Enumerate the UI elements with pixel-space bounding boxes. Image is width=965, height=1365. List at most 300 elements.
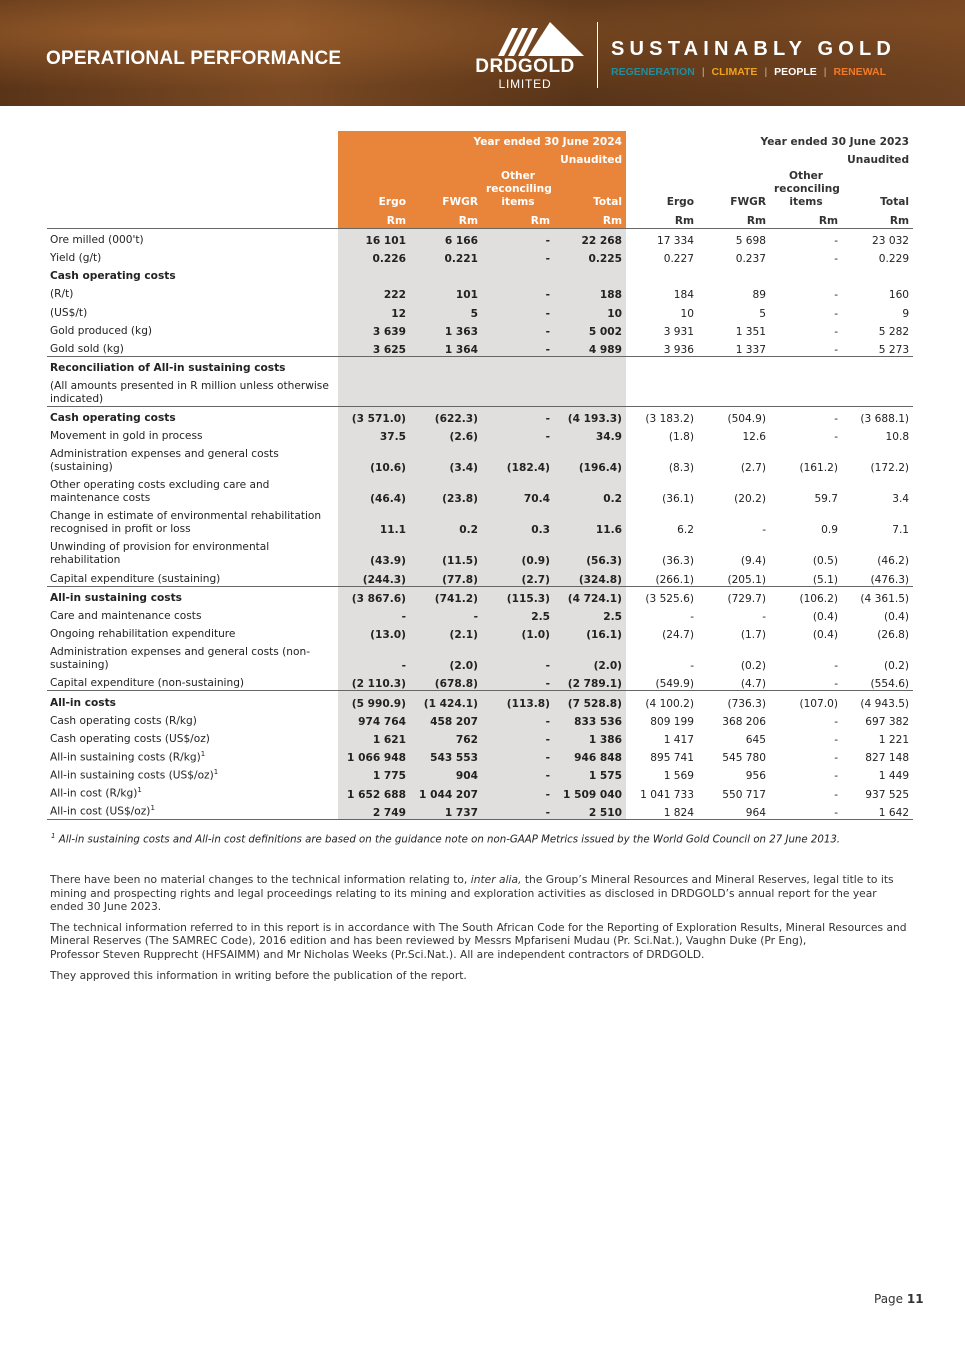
value-2024: 1 509 040 — [554, 782, 626, 800]
value-2023: (24.7) — [662, 629, 695, 642]
row-label: (US$/t) — [50, 306, 88, 319]
table-row — [47, 265, 913, 283]
table-row — [47, 356, 913, 375]
value-2024: (2 110.3) — [338, 672, 410, 691]
value-2023: (36.1) — [662, 493, 695, 506]
value-2023: - — [834, 252, 839, 265]
value-2024: (3 571.0) — [338, 407, 410, 426]
value-2023: 5 — [759, 307, 767, 320]
period-2023: Year ended 30 June 2023 — [760, 136, 910, 149]
row-label: All-in costs — [47, 691, 338, 710]
value-2024: (3 867.6) — [338, 586, 410, 605]
pillar-climate: CLIMATE — [711, 66, 758, 78]
row-label: All-in sustaining costs $(R/kg)^1$ — [50, 749, 206, 764]
value-2024: 0.226 — [338, 247, 410, 265]
value-2023: 545 780 — [722, 752, 767, 765]
row-label: Cash operating costs — [50, 270, 176, 283]
value-2023: 17 334 — [656, 234, 695, 247]
value-2023: 0.229 — [878, 252, 910, 265]
value-2024: 0.3 — [482, 505, 554, 536]
value-2024 — [554, 265, 626, 283]
value-2024: - — [482, 320, 554, 338]
value-2023: - — [834, 343, 839, 356]
value-2023 — [842, 375, 913, 407]
table-row — [47, 407, 913, 426]
value-2024: - — [482, 728, 554, 746]
value-2024: 34.9 — [554, 425, 626, 443]
value-2024: 1 044 207 — [410, 782, 482, 800]
value-2024: 1 364 — [410, 338, 482, 357]
value-2023: 1 041 733 — [640, 788, 695, 801]
value-2023: 827 148 — [865, 752, 910, 765]
value-2023: 645 — [745, 733, 767, 746]
value-2023 — [698, 356, 770, 375]
row-label: Gold produced (kg) — [50, 324, 153, 337]
value-2024: 458 207 — [410, 710, 482, 728]
value-2023: 3 931 — [663, 325, 695, 338]
value-2024 — [338, 356, 410, 375]
table-row — [47, 247, 913, 265]
value-2024: - — [482, 228, 554, 247]
pillars — [611, 66, 886, 78]
value-2023: 5 273 — [878, 343, 910, 356]
value-2024: (678.8) — [410, 672, 482, 691]
value-2024: (182.4) — [482, 443, 554, 474]
value-2023: (9.4) — [740, 555, 767, 568]
value-2023: - — [834, 770, 839, 783]
value-2024 — [410, 375, 482, 407]
header-banner — [0, 0, 965, 106]
value-2023: - — [770, 407, 842, 426]
value-2023: - — [834, 660, 839, 673]
value-2024: 22 268 — [554, 228, 626, 247]
value-2023 — [770, 356, 842, 375]
row-label: Capital expenditure (non-sustaining) — [50, 677, 245, 690]
col-ergo-2023: Ergo — [666, 196, 695, 209]
value-2023: (205.1) — [727, 573, 767, 586]
row-label: All-in cost $(R/kg)^1$ — [50, 785, 142, 800]
table-row — [47, 746, 913, 764]
unit-cell: Rm — [698, 209, 770, 228]
logo-name: DRDGOLD — [475, 56, 575, 77]
value-2024 — [410, 356, 482, 375]
value-2023: - — [834, 733, 839, 746]
row-label: (All amounts presented in R million unless otherwise indicated) — [50, 380, 329, 406]
table-row — [47, 338, 913, 357]
value-2024: - — [482, 710, 554, 728]
value-2023: 550 717 — [722, 788, 767, 801]
value-2024: 16 101 — [338, 228, 410, 247]
page-number: Page 11 — [874, 1292, 924, 1306]
value-2024: - — [482, 782, 554, 800]
unit-cell: Rm — [410, 209, 482, 228]
row-label: Ore milled (000't) — [50, 233, 144, 246]
value-2024: (4 724.1) — [554, 586, 626, 605]
value-2023: - — [834, 325, 839, 338]
table-row — [47, 536, 913, 567]
value-2024: (7 528.8) — [554, 691, 626, 710]
value-2024: 11.1 — [338, 505, 410, 536]
value-2023 — [842, 265, 913, 283]
row-label: Yield (g/t) — [50, 251, 102, 264]
value-2023: - — [834, 234, 839, 247]
pillar-separator: | — [823, 66, 827, 78]
table-row — [47, 567, 913, 586]
table-row — [47, 782, 913, 800]
row-label: Care and maintenance costs — [50, 610, 202, 622]
header-row-period — [47, 131, 913, 149]
value-2023 — [770, 375, 842, 407]
value-2024: 2 749 — [338, 801, 410, 820]
col-total-2024: Total — [554, 167, 626, 209]
row-label: Capital expenditure (sustaining) — [50, 572, 221, 585]
value-2024: 3 625 — [338, 338, 410, 357]
row-label: Reconciliation of All-in sustaining costs — [47, 356, 338, 375]
value-2024: 974 764 — [338, 710, 410, 728]
unit-cell: Rm — [338, 209, 410, 228]
value-2023: (36.3) — [662, 555, 695, 568]
row-label: Movement in gold in process — [50, 430, 203, 443]
pillar-renewal: RENEWAL — [833, 66, 887, 78]
value-2023: - — [834, 752, 839, 765]
value-2024: 3 639 — [338, 320, 410, 338]
period-2024: Year ended 30 June 2024 — [338, 131, 626, 149]
value-2023: (1.8) — [668, 431, 695, 444]
value-2024: - — [482, 407, 554, 426]
value-2023 — [770, 265, 842, 283]
value-2023 — [698, 265, 770, 283]
value-2024: (5 990.9) — [338, 691, 410, 710]
pillar-regeneration: REGENERATION — [611, 66, 695, 78]
value-2024: (16.1) — [554, 623, 626, 641]
value-2023: 368 206 — [722, 715, 767, 728]
value-2023: (106.2) — [770, 586, 842, 605]
value-2023 — [626, 265, 698, 283]
value-2024: - — [482, 247, 554, 265]
value-2023 — [698, 375, 770, 407]
value-2023: 23 032 — [871, 234, 910, 247]
value-2023: 937 525 — [865, 788, 910, 801]
header-row-columns — [47, 167, 913, 209]
value-2023: (0.2) — [883, 660, 910, 673]
operational-performance-table — [47, 131, 913, 820]
value-2023: (0.4) — [812, 629, 839, 642]
unit-cell: Rm — [554, 209, 626, 228]
header-row-units — [47, 209, 913, 228]
value-2023: 9 — [902, 307, 910, 320]
table-row — [47, 375, 913, 407]
value-2024: (2.6) — [410, 425, 482, 443]
row-label: Administration expenses and general costs (non-sustaining) — [50, 646, 311, 672]
row-label: (R/t) — [50, 288, 74, 301]
value-2023: (107.0) — [770, 691, 842, 710]
value-2023: 697 382 — [865, 715, 910, 728]
value-2023: (4 100.2) — [626, 691, 698, 710]
value-2023: 895 741 — [650, 752, 695, 765]
col-other-2023: Other reconciling items — [774, 170, 840, 209]
value-2024: - — [338, 605, 410, 623]
value-2023: (1.7) — [740, 629, 767, 642]
value-2024 — [338, 375, 410, 407]
value-2023: 3 936 — [663, 343, 695, 356]
value-2024 — [482, 375, 554, 407]
value-2023: 964 — [698, 801, 770, 820]
row-label: Change in estimate of environmental rehabilitation recognised in profit or loss — [50, 510, 322, 536]
row-label: Gold sold (kg) — [50, 342, 124, 355]
row-label: Ongoing rehabilitation expenditure — [50, 628, 236, 641]
table-row — [47, 283, 913, 301]
value-2023: 1 449 — [878, 770, 910, 783]
value-2024: - — [482, 425, 554, 443]
value-2023: (5.1) — [812, 573, 839, 586]
value-2023: 5 282 — [878, 325, 910, 338]
value-2024: 6 166 — [410, 228, 482, 247]
value-2024: 5 — [410, 301, 482, 319]
unit-cell: Rm — [770, 209, 842, 228]
col-other-2024: Other reconciling items — [482, 167, 554, 209]
value-2024: 1 363 — [410, 320, 482, 338]
table-row — [47, 710, 913, 728]
value-2024: (46.4) — [338, 474, 410, 505]
table-row — [47, 505, 913, 536]
value-2024: 70.4 — [482, 474, 554, 505]
unit-cell: Rm — [626, 209, 698, 228]
value-2023 — [626, 356, 698, 375]
value-2023: 59.7 — [814, 493, 839, 506]
pillar-separator: | — [764, 66, 768, 78]
table-row — [47, 691, 913, 710]
value-2023: - — [834, 289, 839, 302]
table-row — [47, 728, 913, 746]
value-2023: (20.2) — [734, 493, 767, 506]
logo-divider — [597, 22, 598, 88]
value-2024: 12 — [338, 301, 410, 319]
row-label: All-in cost (US$/oz)$^1$ — [47, 801, 338, 820]
row-label: Other operating costs excluding care and maintenance costs — [50, 479, 270, 505]
table-row — [47, 623, 913, 641]
value-2024: 946 848 — [554, 746, 626, 764]
section-title: OPERATIONAL PERFORMANCE — [46, 48, 342, 69]
value-2024: 11.6 — [554, 505, 626, 536]
value-2023: (8.3) — [668, 462, 695, 475]
value-2023: (0.4) — [883, 611, 910, 623]
value-2024 — [338, 265, 410, 283]
value-2023: (3 525.6) — [626, 586, 698, 605]
value-2024: (2 789.1) — [554, 672, 626, 691]
value-2023: (3 183.2) — [626, 407, 698, 426]
row-label: Cash operating costs (US$/oz) — [50, 732, 210, 745]
logo-subtitle: LIMITED — [498, 77, 552, 91]
value-2024: 4 989 — [554, 338, 626, 357]
value-2023: (26.8) — [877, 629, 910, 642]
value-2024: - — [482, 764, 554, 782]
value-2023: - — [834, 307, 839, 320]
value-2023: (504.9) — [698, 407, 770, 426]
value-2024: 762 — [410, 728, 482, 746]
value-2024: 2.5 — [554, 605, 626, 623]
value-2023: 1 824 — [626, 801, 698, 820]
value-2023: 1 569 — [663, 770, 695, 783]
value-2024: - — [482, 801, 554, 820]
value-2024: 101 — [410, 283, 482, 301]
paragraph-technical-changes: There have been no material changes to the technical information relating to, inter alia, the Group’s Mineral Resources and Mineral Reserves, legal title to its mining and prospecting rights and legal proceedings relating to its mining and exploration activities as disclosed in DRDGOLD’s annual report for the year ended 30 June 2023. — [50, 873, 894, 914]
value-2024: (2.0) — [554, 641, 626, 672]
table-row — [47, 641, 913, 672]
value-2024: (324.8) — [554, 567, 626, 586]
value-2024 — [410, 265, 482, 283]
table-row — [47, 586, 913, 605]
value-2023: 5 698 — [735, 234, 767, 247]
tagline: SUSTAINABLY GOLD — [611, 38, 897, 60]
value-2024: (1 424.1) — [410, 691, 482, 710]
value-2023: - — [834, 715, 839, 728]
value-2024: (2.7) — [482, 567, 554, 586]
table-row — [47, 228, 913, 247]
status-2024: Unaudited — [338, 149, 626, 167]
value-2024: 1 775 — [338, 764, 410, 782]
value-2024: (115.3) — [482, 586, 554, 605]
value-2024: 1 386 — [554, 728, 626, 746]
value-2023: (554.6) — [870, 678, 910, 691]
value-2023: 1 417 — [663, 733, 695, 746]
value-2023: 6.2 — [677, 524, 695, 537]
value-2023: 0.227 — [663, 252, 695, 265]
value-2024: 37.5 — [338, 425, 410, 443]
value-2024: (2.1) — [410, 623, 482, 641]
value-2023: 956 — [745, 770, 767, 783]
paragraph-samrec: The technical information referred to in this report is in accordance with The South African Code for the Reporting of Exploration Results, Mineral Resources and Mineral Reserves (The SAMREC Code), 2016 edition and has been reviewed by Messrs Mpfariseni Mudau (Pr. Sci.Nat.), Vaughn Duke (Pr Eng), Professor Steven Rupprecht (HFSAIMM) and Mr Nicholas Weeks (Pr.Sci.Nat.). All are independent contractors of DRDGOLD. — [50, 920, 907, 961]
value-2024: - — [338, 641, 410, 672]
table-footnote: $^1$ All-in sustaining costs and All-in cost definitions are based on the guidance note on non-GAAP Metrics issued by the World Gold Council on 27 June 2013. — [51, 832, 841, 846]
value-2024: (4 193.3) — [554, 407, 626, 426]
value-2023: (4.7) — [740, 678, 767, 691]
table-row — [47, 764, 913, 782]
value-2024: - — [482, 672, 554, 691]
value-2023: (172.2) — [870, 462, 910, 475]
value-2024: 1 575 — [554, 764, 626, 782]
value-2023: 10.8 — [885, 431, 910, 444]
table-row — [47, 474, 913, 505]
value-2024: (43.9) — [338, 536, 410, 567]
col-total-2023: Total — [880, 196, 910, 209]
value-2023: - — [770, 801, 842, 820]
row-label: Cash operating costs — [47, 407, 338, 426]
value-2024: (13.0) — [338, 623, 410, 641]
value-2024: - — [482, 641, 554, 672]
value-2023: - — [762, 524, 767, 537]
value-2024: - — [410, 605, 482, 623]
value-2023: - — [834, 431, 839, 444]
row-label: All-in sustaining costs — [47, 586, 338, 605]
value-2024: 188 — [554, 283, 626, 301]
col-ergo-2024: Ergo — [338, 167, 410, 209]
table-row — [47, 443, 913, 474]
value-2023: 184 — [673, 289, 695, 302]
value-2024: - — [482, 338, 554, 357]
value-2023: (476.3) — [870, 573, 910, 586]
value-2024: (11.5) — [410, 536, 482, 567]
value-2024: 0.221 — [410, 247, 482, 265]
table-row — [47, 320, 913, 338]
value-2023: (729.7) — [698, 586, 770, 605]
value-2023: 10 — [680, 307, 695, 320]
value-2023: (0.2) — [740, 660, 767, 673]
value-2023: (0.4) — [812, 611, 839, 623]
value-2024: (113.8) — [482, 691, 554, 710]
value-2024: 1 066 948 — [338, 746, 410, 764]
value-2024: 2.5 — [482, 605, 554, 623]
value-2024: 1 652 688 — [338, 782, 410, 800]
row-label: All-in sustaining costs (US$/oz)$^1$ — [50, 767, 219, 782]
value-2023: 1 337 — [735, 343, 767, 356]
value-2023: (0.5) — [812, 555, 839, 568]
value-2024: 1 737 — [410, 801, 482, 820]
value-2023: 3.4 — [892, 493, 910, 506]
value-2024: 2 510 — [554, 801, 626, 820]
value-2024: (622.3) — [410, 407, 482, 426]
col-fwgr-2023: FWGR — [730, 196, 767, 209]
value-2024: 543 553 — [410, 746, 482, 764]
value-2024: (77.8) — [410, 567, 482, 586]
table-row — [47, 672, 913, 691]
value-2023: (549.9) — [655, 678, 695, 691]
value-2023 — [842, 356, 913, 375]
row-label: Unwinding of provision for environmental rehabilitation — [50, 541, 270, 567]
value-2024 — [482, 356, 554, 375]
value-2023: - — [690, 611, 695, 623]
col-fwgr-2024: FWGR — [410, 167, 482, 209]
table-row — [47, 801, 913, 820]
value-2024: (10.6) — [338, 443, 410, 474]
value-2023: 1 642 — [842, 801, 913, 820]
value-2023: 160 — [888, 289, 910, 302]
value-2023: - — [690, 660, 695, 673]
value-2024: 904 — [410, 764, 482, 782]
value-2024 — [554, 375, 626, 407]
drdgold-logo-icon — [498, 22, 584, 56]
value-2024: (56.3) — [554, 536, 626, 567]
row-label: Cash operating costs (R/kg) — [50, 714, 197, 727]
value-2023: 1 221 — [878, 733, 910, 746]
paragraph-approval: They approved this information in writing before the publication of the report. — [50, 968, 467, 982]
table-row — [47, 425, 913, 443]
value-2023: 809 199 — [650, 715, 695, 728]
value-2024: 0.2 — [554, 474, 626, 505]
value-2023: (2.7) — [740, 462, 767, 475]
row-label: Administration expenses and general costs (sustaining) — [50, 448, 279, 474]
unit-cell: Rm — [482, 209, 554, 228]
pillar-people: PEOPLE — [774, 66, 817, 78]
value-2024: - — [482, 746, 554, 764]
value-2023 — [626, 375, 698, 407]
value-2023: 7.1 — [892, 524, 910, 537]
value-2023: 89 — [752, 289, 767, 302]
value-2024: (196.4) — [554, 443, 626, 474]
value-2024 — [482, 265, 554, 283]
value-2024: 1 621 — [338, 728, 410, 746]
value-2024: (23.8) — [410, 474, 482, 505]
value-2024: 5 002 — [554, 320, 626, 338]
pillar-separator: | — [701, 66, 705, 78]
table-row — [47, 301, 913, 319]
value-2024 — [554, 356, 626, 375]
status-2023: Unaudited — [847, 154, 910, 167]
value-2023: (3 688.1) — [842, 407, 913, 426]
value-2024: (244.3) — [338, 567, 410, 586]
value-2024: 0.2 — [410, 505, 482, 536]
value-2024: (0.9) — [482, 536, 554, 567]
value-2023: (4 361.5) — [842, 586, 913, 605]
